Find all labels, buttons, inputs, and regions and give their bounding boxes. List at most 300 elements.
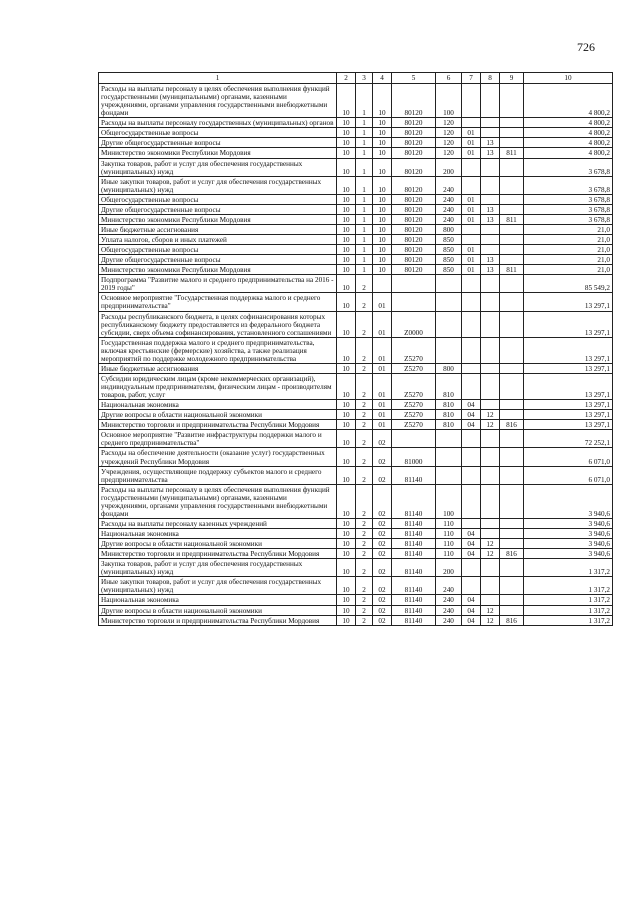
code-cell: 10 xyxy=(337,466,356,484)
code-cell: 2 xyxy=(356,373,373,399)
code-cell: 10 xyxy=(337,245,356,255)
code-cell: 01 xyxy=(373,373,392,399)
table-row xyxy=(99,84,613,118)
code-cell xyxy=(500,539,524,549)
code-cell: 10 xyxy=(337,311,356,337)
code-cell: 2 xyxy=(356,337,373,363)
code-cell: 01 xyxy=(462,214,481,224)
column-header: 5 xyxy=(392,73,436,84)
code-cell xyxy=(481,235,500,245)
code-cell xyxy=(462,118,481,128)
code-cell: 800 xyxy=(436,363,462,373)
code-cell: 240 xyxy=(436,214,462,224)
code-cell xyxy=(436,311,462,337)
item-name-cell: Министерство торговли и предпринимательства Республики Мордовия xyxy=(99,615,337,625)
item-name-cell: Иные бюджетные ассигнования xyxy=(99,363,337,373)
code-cell: 81140 xyxy=(392,549,436,559)
code-cell: 02 xyxy=(373,484,392,518)
code-cell: 13 xyxy=(481,255,500,265)
code-cell xyxy=(436,448,462,466)
code-cell xyxy=(500,245,524,255)
code-cell xyxy=(481,518,500,528)
amount-cell: 4 800,2 xyxy=(524,84,613,118)
code-cell xyxy=(436,430,462,448)
amount-cell: 3 940,6 xyxy=(524,484,613,518)
code-cell xyxy=(500,559,524,577)
code-cell xyxy=(500,224,524,234)
table-row xyxy=(99,539,613,549)
code-cell: 10 xyxy=(337,148,356,158)
code-cell xyxy=(436,337,462,363)
code-cell: Z0000 xyxy=(392,311,436,337)
code-cell: 01 xyxy=(373,420,392,430)
amount-cell: 13 297,1 xyxy=(524,363,613,373)
code-cell: 1 xyxy=(356,128,373,138)
code-cell: 2 xyxy=(356,577,373,595)
code-cell xyxy=(481,430,500,448)
amount-cell: 1 317,2 xyxy=(524,577,613,595)
table-row xyxy=(99,118,613,128)
code-cell: 10 xyxy=(337,265,356,275)
item-name-cell: Расходы на выплаты персоналу в целях обеспечения выполнения функций государственными (муниципальными) органами, казенными учреждениями, органами управления государственными внебюджетными фондами xyxy=(99,84,337,118)
table-row xyxy=(99,293,613,311)
code-cell: 81140 xyxy=(392,484,436,518)
column-header: 10 xyxy=(524,73,613,84)
column-header: 7 xyxy=(462,73,481,84)
amount-cell: 13 297,1 xyxy=(524,293,613,311)
code-cell: 1 xyxy=(356,158,373,176)
amount-cell: 6 071,0 xyxy=(524,466,613,484)
table-row xyxy=(99,245,613,255)
code-cell: 04 xyxy=(462,420,481,430)
code-cell: 01 xyxy=(462,204,481,214)
code-cell: 811 xyxy=(500,148,524,158)
table-row xyxy=(99,595,613,605)
code-cell: 10 xyxy=(337,549,356,559)
code-cell: 12 xyxy=(481,549,500,559)
code-cell xyxy=(462,559,481,577)
code-cell: 10 xyxy=(337,138,356,148)
code-cell: 04 xyxy=(462,400,481,410)
table-row xyxy=(99,373,613,399)
code-cell xyxy=(500,158,524,176)
code-cell xyxy=(500,293,524,311)
code-cell xyxy=(500,138,524,148)
item-name-cell: Учреждения, осуществляющие поддержку субъектов малого и среднего предпринимательства xyxy=(99,466,337,484)
code-cell xyxy=(481,84,500,118)
code-cell xyxy=(481,275,500,293)
code-cell: 2 xyxy=(356,615,373,625)
amount-cell: 21,0 xyxy=(524,235,613,245)
code-cell: 2 xyxy=(356,484,373,518)
code-cell xyxy=(462,224,481,234)
table-row xyxy=(99,214,613,224)
table-row xyxy=(99,363,613,373)
code-cell: 01 xyxy=(373,293,392,311)
table-row xyxy=(99,255,613,265)
code-cell: 10 xyxy=(337,194,356,204)
amount-cell: 1 317,2 xyxy=(524,615,613,625)
item-name-cell: Основное мероприятие "Развитие инфраструктуры поддержки малого и среднего предпринимательства" xyxy=(99,430,337,448)
amount-cell: 4 800,2 xyxy=(524,148,613,158)
table-row xyxy=(99,549,613,559)
code-cell: 2 xyxy=(356,539,373,549)
column-header: 6 xyxy=(436,73,462,84)
amount-cell: 3 678,8 xyxy=(524,158,613,176)
item-name-cell: Министерство торговли и предпринимательства Республики Мордовия xyxy=(99,420,337,430)
code-cell: 02 xyxy=(373,549,392,559)
code-cell: 10 xyxy=(337,373,356,399)
code-cell xyxy=(500,484,524,518)
table-row xyxy=(99,420,613,430)
code-cell: 04 xyxy=(462,539,481,549)
amount-cell: 13 297,1 xyxy=(524,420,613,430)
amount-cell: 13 297,1 xyxy=(524,337,613,363)
amount-cell: 21,0 xyxy=(524,255,613,265)
code-cell: 10 xyxy=(337,539,356,549)
code-cell: 10 xyxy=(337,484,356,518)
code-cell: 2 xyxy=(356,529,373,539)
code-cell: 10 xyxy=(337,518,356,528)
code-cell: 01 xyxy=(462,194,481,204)
code-cell: 10 xyxy=(337,410,356,420)
code-cell: 02 xyxy=(373,529,392,539)
item-name-cell: Расходы на выплаты персоналу в целях обеспечения выполнения функций государственными (муниципальными) органами, казенными учреждениями, органами управления государственными внебюджетными фондами xyxy=(99,484,337,518)
code-cell xyxy=(462,448,481,466)
amount-cell: 21,0 xyxy=(524,265,613,275)
code-cell: 01 xyxy=(373,410,392,420)
code-cell: Z5270 xyxy=(392,373,436,399)
table-row xyxy=(99,204,613,214)
code-cell: 811 xyxy=(500,265,524,275)
code-cell: 240 xyxy=(436,577,462,595)
page-number: 726 xyxy=(577,40,595,54)
amount-cell: 21,0 xyxy=(524,224,613,234)
table-row xyxy=(99,448,613,466)
amount-cell: 3 678,8 xyxy=(524,194,613,204)
code-cell: 810 xyxy=(436,373,462,399)
code-cell: 10 xyxy=(373,235,392,245)
code-cell: 10 xyxy=(373,255,392,265)
table-row xyxy=(99,466,613,484)
code-cell xyxy=(436,466,462,484)
code-cell: 02 xyxy=(373,595,392,605)
code-cell: 10 xyxy=(337,448,356,466)
column-header: 9 xyxy=(500,73,524,84)
item-name-cell: Другие вопросы в области национальной экономики xyxy=(99,410,337,420)
code-cell: 80120 xyxy=(392,176,436,194)
table-row xyxy=(99,275,613,293)
amount-cell: 21,0 xyxy=(524,245,613,255)
table-row xyxy=(99,518,613,528)
code-cell xyxy=(462,430,481,448)
code-cell: 01 xyxy=(462,265,481,275)
code-cell xyxy=(481,293,500,311)
code-cell: 01 xyxy=(462,128,481,138)
code-cell: 10 xyxy=(337,224,356,234)
item-name-cell: Другие общегосударственные вопросы xyxy=(99,255,337,265)
code-cell: 10 xyxy=(373,158,392,176)
amount-cell: 3 678,8 xyxy=(524,214,613,224)
code-cell xyxy=(462,235,481,245)
code-cell: 10 xyxy=(337,605,356,615)
code-cell xyxy=(392,275,436,293)
code-cell xyxy=(481,466,500,484)
code-cell: 2 xyxy=(356,275,373,293)
code-cell: 816 xyxy=(500,549,524,559)
code-cell: 80120 xyxy=(392,148,436,158)
code-cell: 04 xyxy=(462,605,481,615)
item-name-cell: Расходы на обеспечение деятельности (оказание услуг) государственных учреждений Республики Мордовия xyxy=(99,448,337,466)
code-cell: 80120 xyxy=(392,84,436,118)
code-cell: 240 xyxy=(436,605,462,615)
code-cell: 10 xyxy=(337,595,356,605)
code-cell: 850 xyxy=(436,235,462,245)
code-cell: 10 xyxy=(337,158,356,176)
code-cell: 810 xyxy=(436,410,462,420)
code-cell: 2 xyxy=(356,466,373,484)
budget-table xyxy=(98,72,613,626)
item-name-cell: Министерство торговли и предпринимательства Республики Мордовия xyxy=(99,549,337,559)
item-name-cell: Основное мероприятие "Государственная поддержка малого и среднего предпринимательства" xyxy=(99,293,337,311)
code-cell: 850 xyxy=(436,255,462,265)
item-name-cell: Расходы республиканского бюджета, в целях софинансирования которых республиканскому бюджету предоставляется из федерального бюджета субсидии, сверх объема софинансирования, установленного соглашениями xyxy=(99,311,337,337)
code-cell: 10 xyxy=(337,400,356,410)
code-cell: 02 xyxy=(373,518,392,528)
code-cell xyxy=(462,518,481,528)
code-cell: 240 xyxy=(436,176,462,194)
code-cell: 110 xyxy=(436,529,462,539)
code-cell: Z5270 xyxy=(392,363,436,373)
code-cell xyxy=(481,484,500,518)
column-header: 4 xyxy=(373,73,392,84)
amount-cell: 4 800,2 xyxy=(524,128,613,138)
item-name-cell: Национальная экономика xyxy=(99,595,337,605)
code-cell: 10 xyxy=(373,214,392,224)
code-cell: 10 xyxy=(337,204,356,214)
amount-cell: 3 940,6 xyxy=(524,518,613,528)
code-cell: 110 xyxy=(436,549,462,559)
code-cell: 2 xyxy=(356,549,373,559)
code-cell: 10 xyxy=(337,214,356,224)
code-cell: 200 xyxy=(436,559,462,577)
code-cell: 10 xyxy=(337,255,356,265)
code-cell: 13 xyxy=(481,204,500,214)
code-cell xyxy=(481,559,500,577)
code-cell xyxy=(500,311,524,337)
code-cell: 100 xyxy=(436,484,462,518)
code-cell: Z5270 xyxy=(392,420,436,430)
code-cell: 10 xyxy=(337,84,356,118)
code-cell: 10 xyxy=(373,128,392,138)
code-cell: 01 xyxy=(462,138,481,148)
code-cell xyxy=(481,194,500,204)
item-name-cell: Национальная экономика xyxy=(99,529,337,539)
item-name-cell: Министерство экономики Республики Мордовия xyxy=(99,265,337,275)
code-cell xyxy=(462,293,481,311)
code-cell xyxy=(500,337,524,363)
code-cell xyxy=(500,194,524,204)
table-row xyxy=(99,158,613,176)
item-name-cell: Другие общегосударственные вопросы xyxy=(99,138,337,148)
code-cell: 12 xyxy=(481,605,500,615)
code-cell xyxy=(481,363,500,373)
code-cell: 10 xyxy=(373,118,392,128)
code-cell: 01 xyxy=(462,148,481,158)
code-cell: 800 xyxy=(436,224,462,234)
code-cell xyxy=(436,293,462,311)
column-header: 3 xyxy=(356,73,373,84)
item-name-cell: Расходы на выплаты персоналу казенных учреждений xyxy=(99,518,337,528)
code-cell: 120 xyxy=(436,148,462,158)
code-cell: 110 xyxy=(436,539,462,549)
code-cell xyxy=(500,128,524,138)
code-cell: 04 xyxy=(462,549,481,559)
code-cell: 10 xyxy=(373,148,392,158)
code-cell xyxy=(462,466,481,484)
code-cell: 10 xyxy=(337,337,356,363)
item-name-cell: Другие вопросы в области национальной экономики xyxy=(99,605,337,615)
code-cell: 10 xyxy=(373,176,392,194)
code-cell xyxy=(462,176,481,194)
code-cell: 80120 xyxy=(392,158,436,176)
code-cell: 1 xyxy=(356,255,373,265)
amount-cell: 6 071,0 xyxy=(524,448,613,466)
item-name-cell: Закупка товаров, работ и услуг для обеспечения государственных (муниципальных) нужд xyxy=(99,158,337,176)
code-cell: 1 xyxy=(356,204,373,214)
code-cell: 81140 xyxy=(392,595,436,605)
code-cell xyxy=(500,518,524,528)
code-cell xyxy=(500,400,524,410)
amount-cell: 4 800,2 xyxy=(524,118,613,128)
code-cell: 1 xyxy=(356,265,373,275)
code-cell: 10 xyxy=(337,176,356,194)
code-cell: 13 xyxy=(481,265,500,275)
column-header: 8 xyxy=(481,73,500,84)
code-cell: 816 xyxy=(500,420,524,430)
code-cell: 810 xyxy=(436,400,462,410)
code-cell: 1 xyxy=(356,245,373,255)
code-cell: 10 xyxy=(337,128,356,138)
code-cell xyxy=(462,484,481,518)
code-cell xyxy=(500,605,524,615)
code-cell: 80120 xyxy=(392,128,436,138)
code-cell xyxy=(373,275,392,293)
item-name-cell: Подпрограмма "Развитие малого и среднего предпринимательства на 2016 - 2019 годы" xyxy=(99,275,337,293)
item-name-cell: Общегосударственные вопросы xyxy=(99,194,337,204)
item-name-cell: Министерство экономики Республики Мордовия xyxy=(99,148,337,158)
amount-cell: 3 940,6 xyxy=(524,529,613,539)
code-cell: 810 xyxy=(436,420,462,430)
code-cell xyxy=(500,430,524,448)
code-cell: Z5270 xyxy=(392,410,436,420)
code-cell: 01 xyxy=(373,400,392,410)
code-cell: 80120 xyxy=(392,194,436,204)
code-cell xyxy=(500,410,524,420)
column-header: 1 xyxy=(99,73,337,84)
code-cell xyxy=(462,275,481,293)
code-cell: 12 xyxy=(481,615,500,625)
code-cell: 02 xyxy=(373,448,392,466)
amount-cell: 4 800,2 xyxy=(524,138,613,148)
amount-cell: 13 297,1 xyxy=(524,311,613,337)
code-cell: 1 xyxy=(356,176,373,194)
code-cell: 81140 xyxy=(392,605,436,615)
amount-cell: 1 317,2 xyxy=(524,605,613,615)
code-cell xyxy=(481,577,500,595)
amount-cell: 13 297,1 xyxy=(524,373,613,399)
code-cell xyxy=(392,293,436,311)
code-cell: 10 xyxy=(337,235,356,245)
item-name-cell: Уплата налогов, сборов и иных платежей xyxy=(99,235,337,245)
table-row xyxy=(99,128,613,138)
code-cell: 10 xyxy=(337,577,356,595)
code-cell: 81140 xyxy=(392,577,436,595)
code-cell: 02 xyxy=(373,559,392,577)
code-cell: 80120 xyxy=(392,118,436,128)
code-cell: 10 xyxy=(373,265,392,275)
code-cell: 81140 xyxy=(392,466,436,484)
code-cell xyxy=(481,595,500,605)
code-cell: 13 xyxy=(481,138,500,148)
code-cell xyxy=(481,128,500,138)
code-cell: 10 xyxy=(373,245,392,255)
code-cell xyxy=(500,176,524,194)
table-row xyxy=(99,430,613,448)
code-cell: 10 xyxy=(373,138,392,148)
table-row xyxy=(99,529,613,539)
amount-cell: 13 297,1 xyxy=(524,410,613,420)
table-row xyxy=(99,400,613,410)
code-cell: 02 xyxy=(373,539,392,549)
code-cell xyxy=(500,363,524,373)
code-cell: 80120 xyxy=(392,214,436,224)
code-cell: 02 xyxy=(373,615,392,625)
code-cell: 01 xyxy=(462,245,481,255)
code-cell: 10 xyxy=(373,84,392,118)
code-cell: 01 xyxy=(373,311,392,337)
code-cell: 01 xyxy=(373,363,392,373)
code-cell xyxy=(481,448,500,466)
table-row xyxy=(99,148,613,158)
code-cell: 80120 xyxy=(392,255,436,265)
code-cell: 1 xyxy=(356,194,373,204)
code-cell: 10 xyxy=(337,615,356,625)
code-cell: 1 xyxy=(356,84,373,118)
code-cell xyxy=(462,363,481,373)
code-cell: 850 xyxy=(436,265,462,275)
item-name-cell: Иные закупки товаров, работ и услуг для обеспечения государственных (муниципальных) нужд xyxy=(99,577,337,595)
code-cell: 02 xyxy=(373,430,392,448)
code-cell: 10 xyxy=(337,430,356,448)
code-cell xyxy=(481,337,500,363)
code-cell xyxy=(500,448,524,466)
code-cell xyxy=(500,84,524,118)
item-name-cell: Закупка товаров, работ и услуг для обеспечения государственных (муниципальных) нужд xyxy=(99,559,337,577)
code-cell: 240 xyxy=(436,194,462,204)
item-name-cell: Субсидии юридическим лицам (кроме некоммерческих организаций), индивидуальным предпринимателям, физическим лицам - производителям товаров, работ, услуг xyxy=(99,373,337,399)
item-name-cell: Иные бюджетные ассигнования xyxy=(99,224,337,234)
code-cell: 81000 xyxy=(392,448,436,466)
code-cell: 2 xyxy=(356,430,373,448)
column-header: 2 xyxy=(337,73,356,84)
amount-cell: 72 252,1 xyxy=(524,430,613,448)
item-name-cell: Другие общегосударственные вопросы xyxy=(99,204,337,214)
code-cell xyxy=(481,118,500,128)
code-cell: 2 xyxy=(356,420,373,430)
code-cell: 2 xyxy=(356,363,373,373)
table-body xyxy=(99,84,613,626)
